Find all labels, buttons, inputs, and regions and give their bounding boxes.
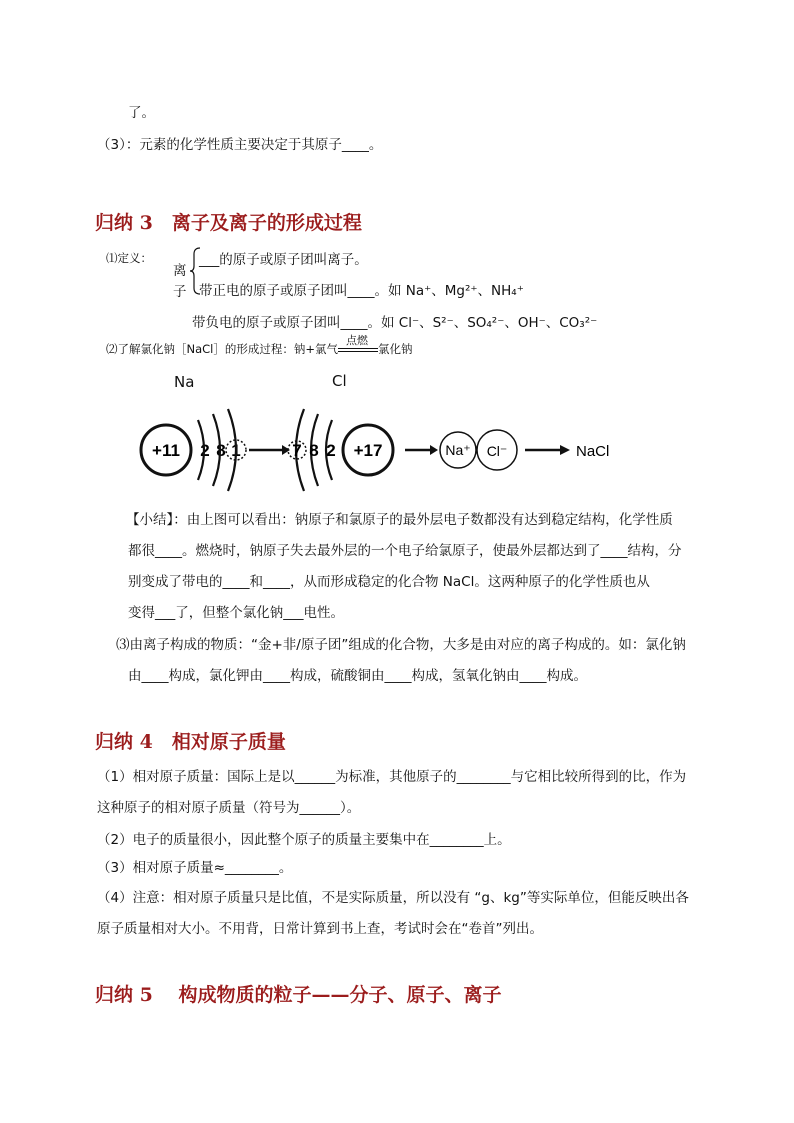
cl-shell-1-count: 2: [326, 441, 336, 460]
definition-line-1: ___的原子或原子团叫离子。: [199, 252, 368, 268]
na-nucleus-text: +11: [152, 441, 180, 460]
cl-nucleus-text: +17: [353, 441, 383, 460]
section-4-line-3: （2）电子的质量很小，因此整个原子的质量主要集中在________上。: [97, 832, 511, 848]
section-4-line-5: （4）注意：相对原子质量只是比值，不是实际质量，所以没有 “g、kg”等实际单位，但能反映出各: [97, 890, 689, 906]
definition-label: ⑴定义：: [106, 251, 152, 265]
na-shell-3-count: 1: [231, 441, 241, 460]
definition-line-3: 带负电的原子或原子团叫____。如 Cl⁻、S²⁻、SO₄²⁻、OH⁻、CO₃²⁻: [192, 315, 598, 331]
summary-line-2: 都很____。燃烧时，钠原子失去最外层的一个电子给氯原子，使最外层都达到了____结构，分: [128, 543, 682, 559]
ion-char-1: 离: [173, 263, 187, 279]
summary-line-1: 【小结】：由上图可以看出：钠原子和氯原子的最外层电子数都没有达到稳定结构，化学性质: [126, 512, 673, 528]
ion-char-2: 子: [173, 284, 187, 300]
section-4-heading: 归纳 4 相对原子质量: [95, 731, 286, 753]
na-atom-label: Na: [174, 373, 195, 391]
cl-atom-label: Cl: [332, 372, 347, 390]
item-3-text: （3）：元素的化学性质主要决定于其原子____。: [97, 137, 383, 153]
section-4-line-1: （1）相对原子质量：国际上是以______为标准，其他原子的________与它相比较所得到的比，作为: [97, 769, 687, 785]
section-4-line-4: （3）相对原子质量≈________。: [97, 860, 293, 876]
definition-line-2: 带正电的原子或原子团叫____。如 Na⁺、Mg²⁺、NH₄⁺: [199, 283, 524, 299]
nacl-formation-line: [106, 333, 413, 357]
section-5-heading: 归纳 5 构成物质的粒子——分子、原子、离子: [95, 984, 502, 1006]
nacl-product-text: NaCl: [576, 443, 610, 460]
section-4-line-2: 这种原子的相对原子质量（符号为______）。: [97, 800, 361, 816]
nacl-formation-prefix: ⑵了解氯化钠［NaCl］的形成过程：钠+氯气: [106, 342, 339, 356]
continuation-text: 了。: [128, 105, 155, 121]
section-3-heading: 归纳 3 离子及离子的形成过程: [95, 212, 362, 234]
nacl-formation-product: 氯化钠: [378, 342, 413, 356]
na-shell-2-count: 8: [216, 441, 226, 460]
reaction-condition: 点燃: [346, 333, 369, 347]
na-shell-1-count: 2: [200, 441, 210, 460]
section-4-line-6: 原子质量相对大小。不用背，日常计算到书上查，考试时会在“卷首”列出。: [97, 921, 543, 937]
summary-line-3: 别变成了带电的____和____，从而形成稳定的化合物 NaCl。这两种原子的化学性质也从: [128, 574, 650, 590]
item-3-ionic-line-1: ⑶由离子构成的物质：“金+非/原子团”组成的化合物，大多是由对应的离子构成的。如：氯化钠: [116, 637, 686, 653]
item-3-ionic-line-2: 由____构成，氯化钾由____构成，硫酸铜由____构成，氢氧化钠由____构成。: [128, 668, 587, 684]
summary-line-4: 变得___了，但整个氯化钠___电性。: [128, 605, 344, 621]
na-ion-text: Na⁺: [445, 442, 471, 458]
cl-shell-3-count: 7: [292, 441, 302, 460]
cl-shell-2-count: 8: [309, 441, 319, 460]
reaction-arrow: [338, 333, 378, 356]
nacl-formation-diagram: [130, 400, 630, 500]
cl-ion-text: Cl⁻: [486, 443, 508, 459]
